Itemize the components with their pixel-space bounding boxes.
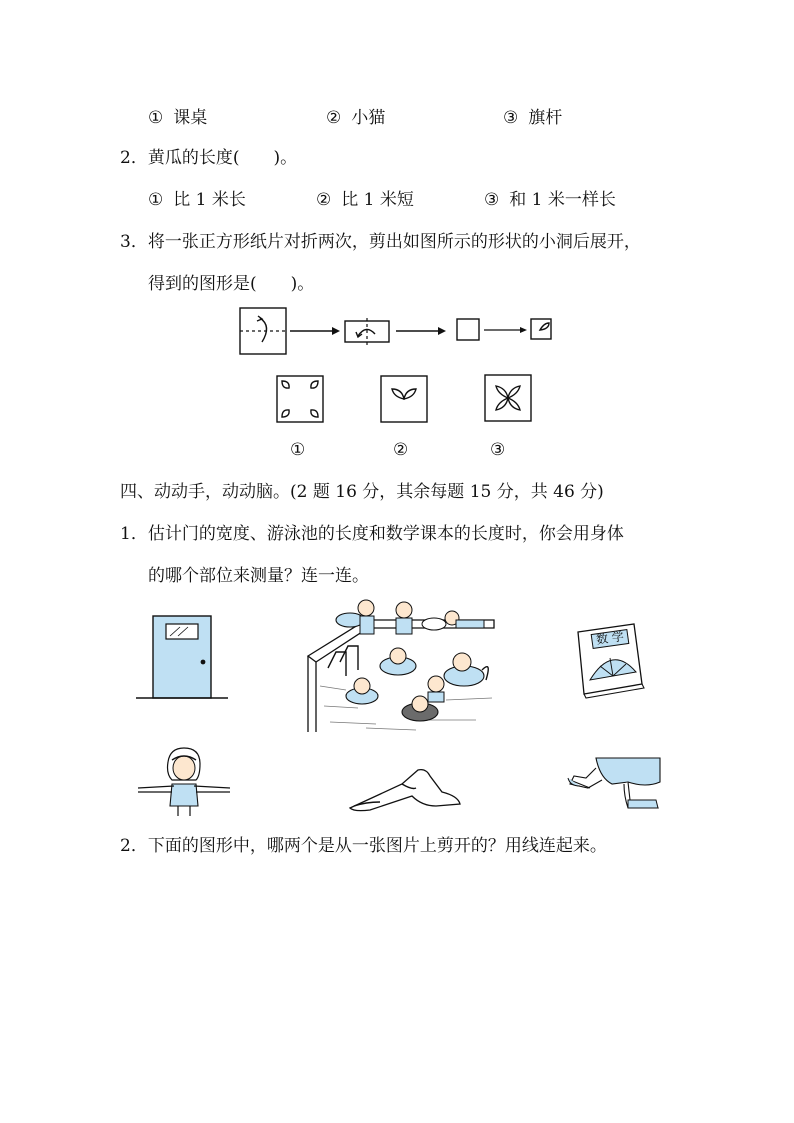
option-number: ② [326,108,342,128]
half-fold-step [345,318,389,346]
swimmer [428,676,444,702]
answer-figure-2 [380,375,428,423]
option-number: ③ [484,190,500,210]
option-number: ② [316,190,332,210]
paper-folding-diagram [238,306,558,358]
hand-span-illustration [346,766,464,812]
swimmer [444,653,488,686]
question-3-line1: 3．将一张正方形纸片对折两次，剪出如图所示的形状的小洞后展开， [120,232,641,252]
square-paper-step [240,308,286,354]
section-4-q2-text: 2．下面的图形中，哪两个是从一张图片上剪开的？用线连起来。 [120,836,607,856]
swimming-pool-illustration [306,596,496,734]
question-3-line2: 得到的图形是( )。 [148,274,315,294]
option-shorter [316,188,414,212]
option-desk [148,106,207,130]
option-flagpole [503,106,562,130]
option-number: ③ [503,108,519,128]
arrow-icon [290,327,340,335]
option-kitten [326,106,385,130]
question-2-cucumber: 2．黄瓜的长度( )。 [120,148,298,168]
option-label: 比 1 米长 [173,190,246,210]
option-longer [148,188,246,212]
option-number: ① [148,190,164,210]
quarter-fold-step [457,319,479,340]
arm-span-illustration [136,746,232,818]
answer-figure-1 [276,375,324,423]
swimmer [380,648,416,675]
textbook-title: 数 学 [595,629,625,647]
answer-figure-3 [484,374,532,422]
arrow-icon [396,327,446,335]
option-label: 比 1 米短 [341,190,414,210]
option-label: 旗杆 [528,108,563,128]
child-sitting [396,602,412,634]
section-4-q1-line2: 的哪个部位来测量？连一连。 [148,566,369,586]
option-number: ① [148,108,164,128]
option-label: 和 1 米一样长 [509,190,616,210]
section-4-title: 四、动动手，动动脑。(2 题 16 分，其余每题 15 分，共 46 分) [120,482,604,502]
arrow-icon [484,327,527,333]
door-illustration [136,614,228,700]
choice-2[interactable]: ② [393,440,409,460]
swimmer [346,678,378,704]
option-equal [484,188,616,212]
choice-1[interactable]: ① [290,440,306,460]
section-4-q1-line1: 1．估计门的宽度、游泳池的长度和数学课本的长度时，你会用身体 [120,524,624,544]
cut-quarter-step [531,319,551,339]
footstep-illustration [566,756,662,812]
choice-3[interactable]: ③ [490,440,506,460]
option-label: 课桌 [173,108,208,128]
option-label: 小猫 [351,108,386,128]
